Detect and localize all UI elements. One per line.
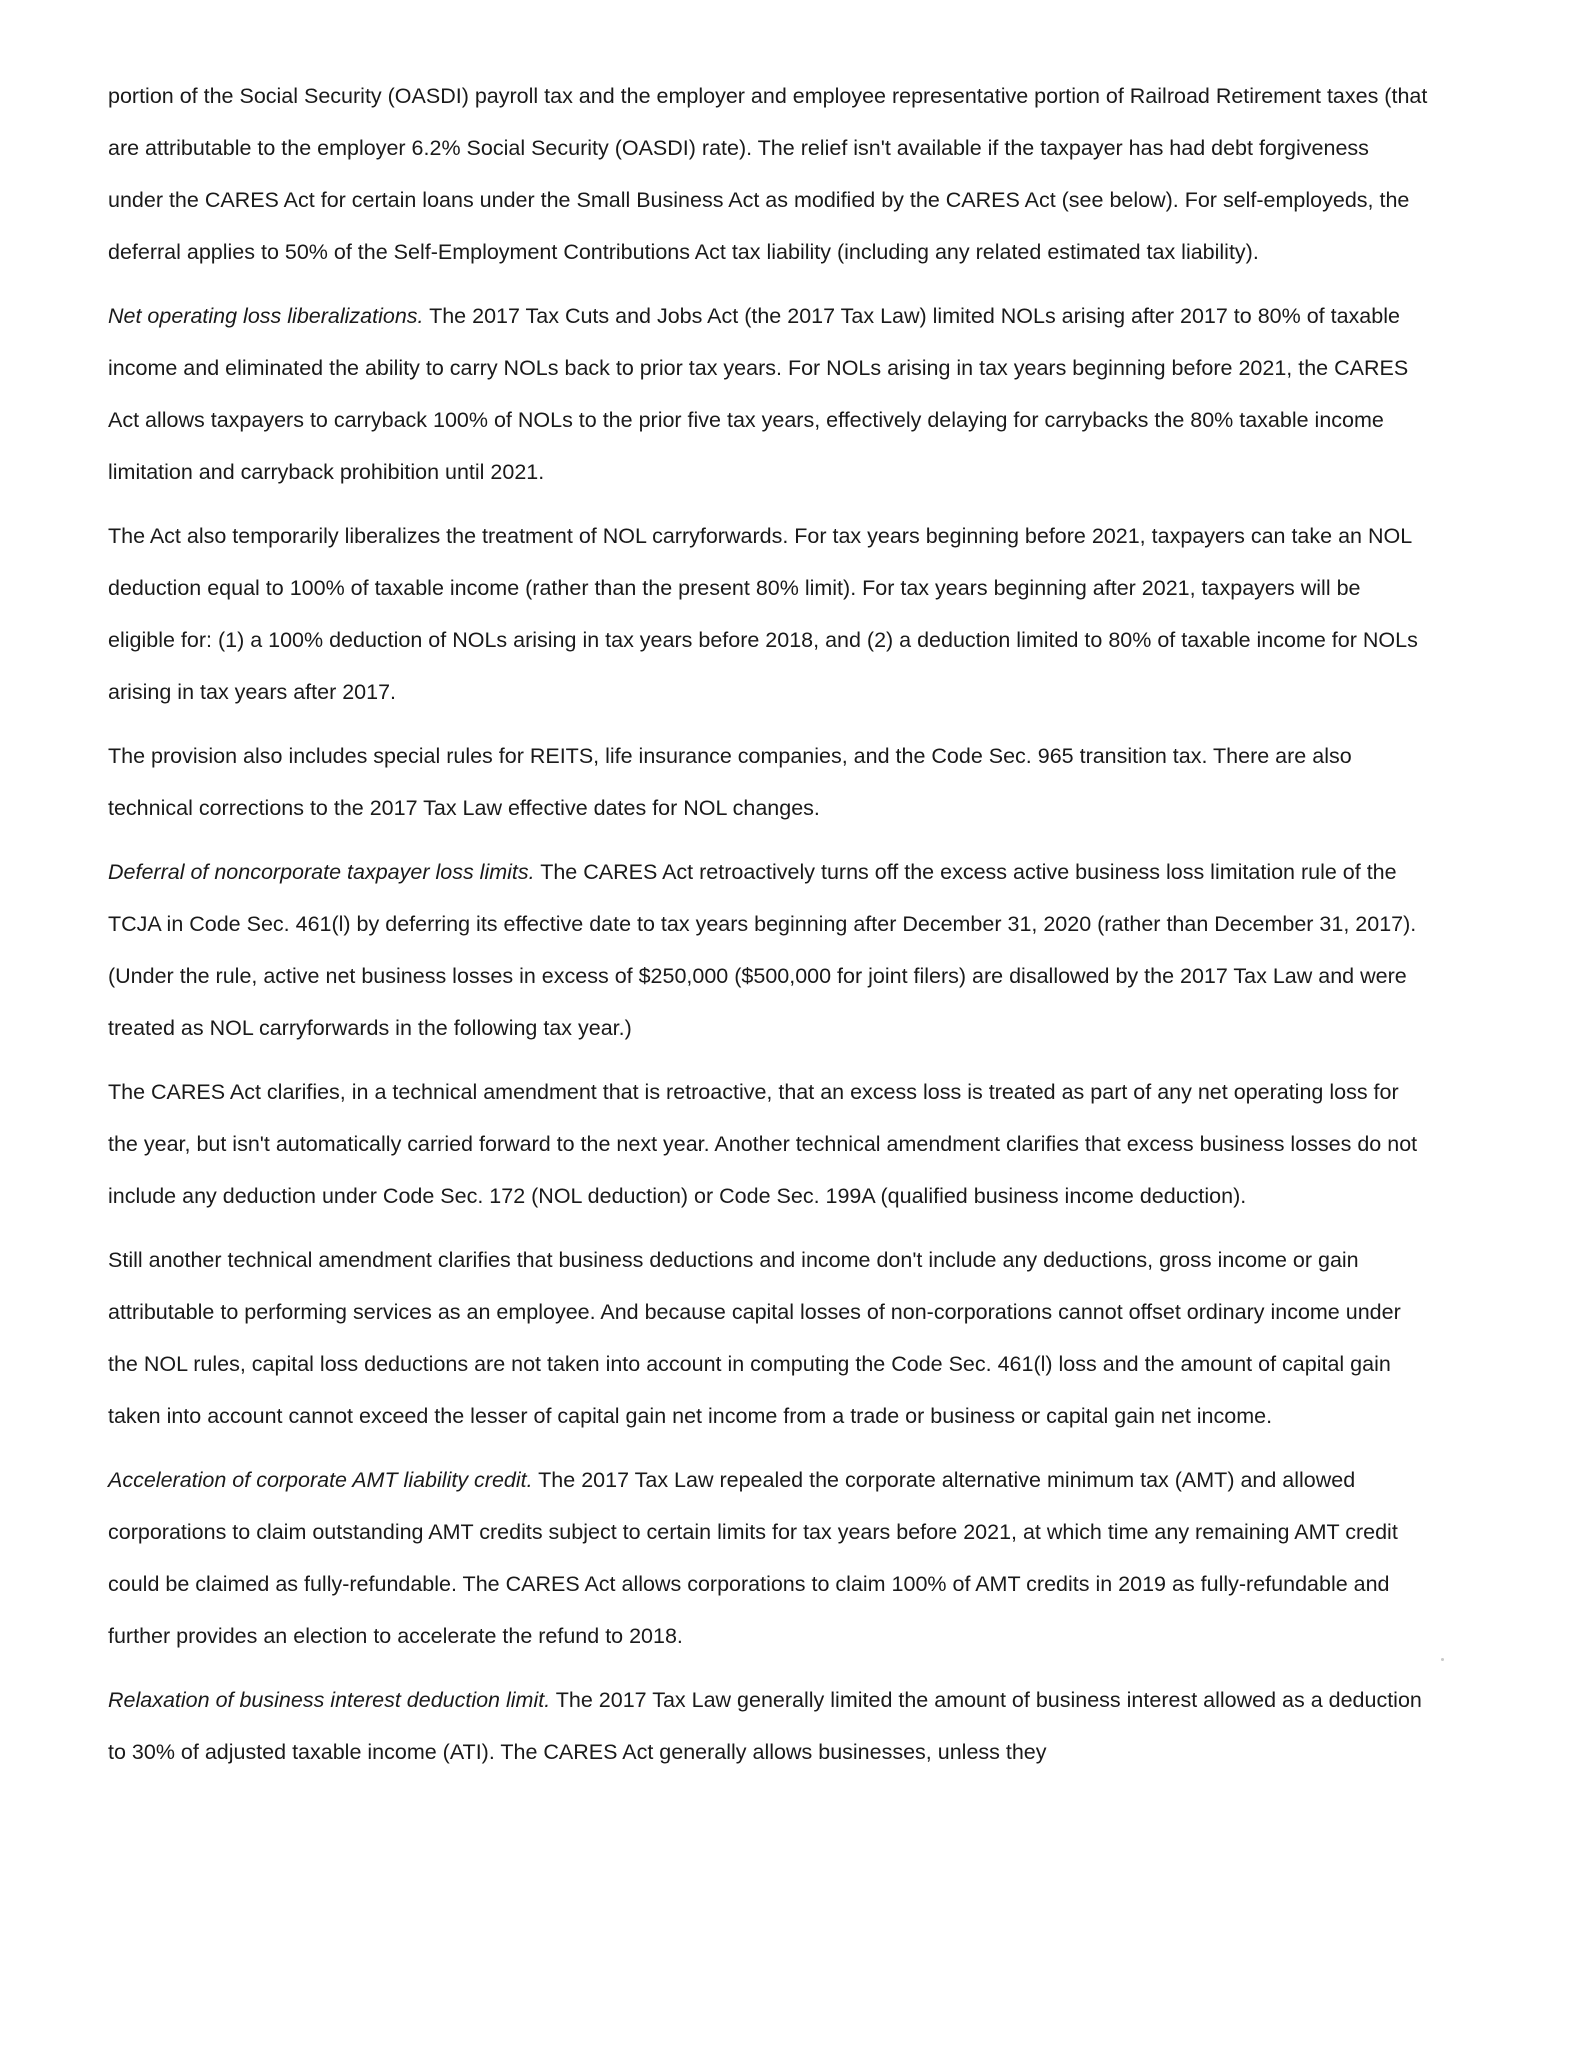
paragraph-text: The 2017 Tax Cuts and Jobs Act (the 2017 Tax Law) limited NOLs arising after 2017 to 80% of taxable income and eliminated the ability to carry NOLs back to prior tax years. For NOLs arising in tax years beginning before 2021, the CARES Act allows taxpayers to carryback 100% of NOLs to the prior five tax years, effectively delaying for carrybacks the 80% taxable income limitation and carryback prohibition until 2021. bbox=[108, 304, 1409, 484]
paragraph-text: The CARES Act clarifies, in a technical amendment that is retroactive, that an excess loss is treated as part of any net operating loss for the year, but isn't automatically carried forward to the next year. Another technical amendment clarifies that excess business losses do not include any deduction under Code Sec. 172 (NOL deduction) or Code Sec. 199A (qualified business income deduction). bbox=[108, 1080, 1418, 1208]
paragraph-technical-amendment bbox=[108, 1234, 1428, 1442]
paragraph-text: The CARES Act retroactively turns off the excess active business loss limitation rule of the TCJA in Code Sec. 461(l) by deferring its effective date to tax years beginning after December 31, 2020 (rather than December 31, 2017). (Under the rule, active net business losses in excess of $250,000 ($500,000 for joint filers) are disallowed by the 2017 Tax Law and were treated as NOL carryforwards in the following tax year.) bbox=[108, 860, 1417, 1040]
paragraph-special-rules bbox=[108, 730, 1428, 834]
paragraph-text: The Act also temporarily liberalizes the treatment of NOL carryforwards. For tax years beginning before 2021, taxpayers can take an NOL deduction equal to 100% of taxable income (rather than the present 80% limit). For tax years beginning after 2021, taxpayers will be eligible for: (1) a 100% deduction of NOLs arising in tax years before 2018, and (2) a deduction limited to 80% of taxable income for NOLs arising in tax years after 2017. bbox=[108, 524, 1418, 704]
document-body bbox=[108, 70, 1428, 1790]
paragraph-text: portion of the Social Security (OASDI) payroll tax and the employer and employee representative portion of Railroad Retirement taxes (that are attributable to the employer 6.2% Social Security (OASDI) rate). The relief isn't available if the taxpayer has had debt forgiveness under the CARES Act for certain loans under the Small Business Act as modified by the CARES Act (see below). For self-employeds, the deferral applies to 50% of the Self-Employment Contributions Act tax liability (including any related estimated tax liability). bbox=[108, 84, 1428, 264]
paragraph-text: The 2017 Tax Law generally limited the amount of business interest allowed as a deduction to 30% of adjusted taxable income (ATI). The CARES Act generally allows businesses, unless they bbox=[108, 1688, 1422, 1764]
paragraph-interest-deduction bbox=[108, 1674, 1428, 1778]
paragraph-heading: Relaxation of business interest deduction limit. bbox=[108, 1688, 551, 1712]
paragraph-amt-credit bbox=[108, 1454, 1428, 1662]
scan-speck bbox=[1441, 1658, 1444, 1661]
paragraph-heading: Acceleration of corporate AMT liability credit. bbox=[108, 1468, 533, 1492]
paragraph-heading: Deferral of noncorporate taxpayer loss limits. bbox=[108, 860, 535, 884]
paragraph-payroll-tax-deferral bbox=[108, 70, 1428, 278]
paragraph-loss-limits-deferral bbox=[108, 846, 1428, 1054]
paragraph-nol-carryforwards bbox=[108, 510, 1428, 718]
paragraph-heading: Net operating loss liberalizations. bbox=[108, 304, 424, 328]
paragraph-text: Still another technical amendment clarifies that business deductions and income don't include any deductions, gross income or gain attributable to performing services as an employee. And because capital losses of non-corporations cannot offset ordinary income under the NOL rules, capital loss deductions are not taken into account in computing the Code Sec. 461(l) loss and the amount of capital gain taken into account cannot exceed the lesser of capital gain net income from a trade or business or capital gain net income. bbox=[108, 1248, 1401, 1428]
paragraph-text: The 2017 Tax Law repealed the corporate alternative minimum tax (AMT) and allowed corporations to claim outstanding AMT credits subject to certain limits for tax years before 2021, at which time any remaining AMT credit could be claimed as fully-refundable. The CARES Act allows corporations to claim 100% of AMT credits in 2019 as fully-refundable and further provides an election to accelerate the refund to 2018. bbox=[108, 1468, 1398, 1648]
paragraph-text: The provision also includes special rules for REITS, life insurance companies, and the Code Sec. 965 transition tax. There are also technical corrections to the 2017 Tax Law effective dates for NOL changes. bbox=[108, 744, 1352, 820]
paragraph-nol-liberalizations bbox=[108, 290, 1428, 498]
paragraph-excess-loss-clarification bbox=[108, 1066, 1428, 1222]
